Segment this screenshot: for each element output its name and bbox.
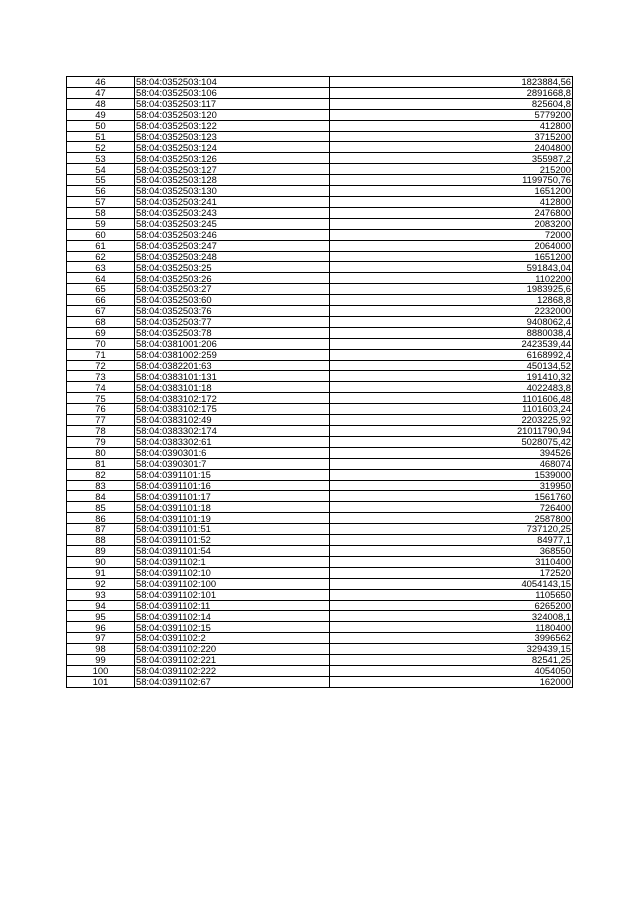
cadastral-number-cell: 58:04:0352503:122: [135, 120, 330, 131]
table-row: [67, 371, 573, 382]
cadastral-number-cell: 58:04:0391102:101: [135, 589, 330, 600]
row-number-cell: 87: [67, 524, 135, 535]
cadastral-number-cell: 58:04:0391102:100: [135, 578, 330, 589]
cadastral-value-cell: 825604,8: [330, 98, 573, 109]
row-number-cell: 54: [67, 164, 135, 175]
cadastral-value-cell: 2891668,8: [330, 87, 573, 98]
cadastral-value-cell: 82541,25: [330, 655, 573, 666]
table-row: [67, 513, 573, 524]
cadastral-number-cell: 58:04:0391101:51: [135, 524, 330, 535]
cadastral-value-cell: 2203225,92: [330, 415, 573, 426]
row-number-cell: 72: [67, 360, 135, 371]
cadastral-number-cell: 58:04:0352503:26: [135, 273, 330, 284]
cadastral-value-cell: 3110400: [330, 556, 573, 567]
cadastral-number-cell: 58:04:0390301:7: [135, 458, 330, 469]
cadastral-value-cell: 191410,32: [330, 371, 573, 382]
row-number-cell: 53: [67, 153, 135, 164]
cadastral-value-cell: 355987,2: [330, 153, 573, 164]
cadastral-value-cell: 9408062,4: [330, 316, 573, 327]
row-number-cell: 64: [67, 273, 135, 284]
table-row: [67, 164, 573, 175]
row-number-cell: 82: [67, 469, 135, 480]
cadastral-number-cell: 58:04:0391102:222: [135, 665, 330, 676]
row-number-cell: 101: [67, 676, 135, 687]
cadastral-number-cell: 58:04:0391101:52: [135, 535, 330, 546]
cadastral-value-cell: 1199750,76: [330, 175, 573, 186]
table-row: [67, 229, 573, 240]
row-number-cell: 55: [67, 175, 135, 186]
cadastral-value-cell: 2476800: [330, 207, 573, 218]
row-number-cell: 68: [67, 316, 135, 327]
cadastral-number-cell: 58:04:0352503:243: [135, 207, 330, 218]
table-row: [67, 382, 573, 393]
cadastral-value-cell: 324008,1: [330, 611, 573, 622]
row-number-cell: 52: [67, 142, 135, 153]
cadastral-number-cell: 58:04:0391101:16: [135, 480, 330, 491]
table-row: [67, 589, 573, 600]
row-number-cell: 86: [67, 513, 135, 524]
cadastral-value-table: [66, 76, 573, 688]
table-row: [67, 316, 573, 327]
cadastral-value-cell: 2232000: [330, 306, 573, 317]
cadastral-value-cell: 162000: [330, 676, 573, 687]
table-row: [67, 218, 573, 229]
table-row: [67, 491, 573, 502]
cadastral-number-cell: 58:04:0391102:221: [135, 655, 330, 666]
row-number-cell: 83: [67, 480, 135, 491]
cadastral-number-cell: 58:04:0391102:14: [135, 611, 330, 622]
cadastral-number-cell: 58:04:0391102:2: [135, 633, 330, 644]
table-row: [67, 77, 573, 88]
row-number-cell: 79: [67, 436, 135, 447]
cadastral-value-cell: 8880038,4: [330, 327, 573, 338]
table-row: [67, 545, 573, 556]
row-number-cell: 85: [67, 502, 135, 513]
cadastral-number-cell: 58:04:0390301:6: [135, 447, 330, 458]
cadastral-number-cell: 58:04:0383102:49: [135, 415, 330, 426]
cadastral-number-cell: 58:04:0352503:60: [135, 295, 330, 306]
row-number-cell: 94: [67, 600, 135, 611]
table-row: [67, 600, 573, 611]
row-number-cell: 73: [67, 371, 135, 382]
cadastral-value-cell: 2404800: [330, 142, 573, 153]
cadastral-number-cell: 58:04:0352503:248: [135, 251, 330, 262]
row-number-cell: 96: [67, 622, 135, 633]
table-row: [67, 458, 573, 469]
cadastral-number-cell: 58:04:0352503:27: [135, 284, 330, 295]
row-number-cell: 80: [67, 447, 135, 458]
row-number-cell: 48: [67, 98, 135, 109]
row-number-cell: 78: [67, 426, 135, 437]
table-row: [67, 284, 573, 295]
table-row: [67, 186, 573, 197]
cadastral-number-cell: 58:04:0352503:127: [135, 164, 330, 175]
row-number-cell: 98: [67, 644, 135, 655]
cadastral-number-cell: 58:04:0352503:106: [135, 87, 330, 98]
row-number-cell: 63: [67, 262, 135, 273]
row-number-cell: 71: [67, 349, 135, 360]
cadastral-number-cell: 58:04:0391101:18: [135, 502, 330, 513]
table-row: [67, 622, 573, 633]
cadastral-value-cell: 2423539,44: [330, 338, 573, 349]
cadastral-number-cell: 58:04:0391102:11: [135, 600, 330, 611]
table-row: [67, 655, 573, 666]
table-row: [67, 426, 573, 437]
row-number-cell: 77: [67, 415, 135, 426]
table-row: [67, 109, 573, 120]
table-row: [67, 567, 573, 578]
cadastral-number-cell: 58:04:0383302:61: [135, 436, 330, 447]
table-row: [67, 87, 573, 98]
cadastral-value-cell: 5028075,42: [330, 436, 573, 447]
cadastral-number-cell: 58:04:0352503:104: [135, 77, 330, 88]
cadastral-value-cell: 1180400: [330, 622, 573, 633]
table-row: [67, 327, 573, 338]
cadastral-value-cell: 1539000: [330, 469, 573, 480]
cadastral-number-cell: 58:04:0352503:117: [135, 98, 330, 109]
row-number-cell: 50: [67, 120, 135, 131]
row-number-cell: 59: [67, 218, 135, 229]
cadastral-value-cell: 726400: [330, 502, 573, 513]
cadastral-number-cell: 58:04:0381001:206: [135, 338, 330, 349]
cadastral-value-cell: 468074: [330, 458, 573, 469]
cadastral-number-cell: 58:04:0352503:246: [135, 229, 330, 240]
row-number-cell: 57: [67, 196, 135, 207]
table-row: [67, 360, 573, 371]
cadastral-value-cell: 1651200: [330, 251, 573, 262]
table-row: [67, 251, 573, 262]
cadastral-value-cell: 412800: [330, 196, 573, 207]
cadastral-value-cell: 1101606,48: [330, 393, 573, 404]
row-number-cell: 84: [67, 491, 135, 502]
cadastral-number-cell: 58:04:0352503:76: [135, 306, 330, 317]
table-row: [67, 306, 573, 317]
cadastral-number-cell: 58:04:0383102:175: [135, 404, 330, 415]
table-row: [67, 262, 573, 273]
cadastral-number-cell: 58:04:0381002:259: [135, 349, 330, 360]
table-row: [67, 665, 573, 676]
cadastral-number-cell: 58:04:0391101:15: [135, 469, 330, 480]
cadastral-number-cell: 58:04:0391101:17: [135, 491, 330, 502]
table-row: [67, 436, 573, 447]
cadastral-value-cell: 1561760: [330, 491, 573, 502]
cadastral-number-cell: 58:04:0391101:54: [135, 545, 330, 556]
cadastral-value-cell: 1823884,56: [330, 77, 573, 88]
table-row: [67, 535, 573, 546]
row-number-cell: 61: [67, 240, 135, 251]
cadastral-number-cell: 58:04:0352503:25: [135, 262, 330, 273]
cadastral-value-cell: 412800: [330, 120, 573, 131]
row-number-cell: 92: [67, 578, 135, 589]
cadastral-value-cell: 2587800: [330, 513, 573, 524]
table-row: [67, 349, 573, 360]
row-number-cell: 75: [67, 393, 135, 404]
cadastral-number-cell: 58:04:0383102:172: [135, 393, 330, 404]
cadastral-value-cell: 84977,1: [330, 535, 573, 546]
table-row: [67, 556, 573, 567]
row-number-cell: 62: [67, 251, 135, 262]
cadastral-value-cell: 1983925,6: [330, 284, 573, 295]
cadastral-value-cell: 215200: [330, 164, 573, 175]
table-row: [67, 644, 573, 655]
cadastral-number-cell: 58:04:0352503:130: [135, 186, 330, 197]
cadastral-value-cell: 3996562: [330, 633, 573, 644]
cadastral-value-cell: 72000: [330, 229, 573, 240]
table-body: [67, 77, 573, 688]
cadastral-number-cell: 58:04:0352503:124: [135, 142, 330, 153]
table-row: [67, 578, 573, 589]
cadastral-value-cell: 319950: [330, 480, 573, 491]
row-number-cell: 91: [67, 567, 135, 578]
row-number-cell: 51: [67, 131, 135, 142]
table-row: [67, 502, 573, 513]
row-number-cell: 56: [67, 186, 135, 197]
cadastral-number-cell: 58:04:0383101:18: [135, 382, 330, 393]
table-row: [67, 338, 573, 349]
cadastral-number-cell: 58:04:0352503:123: [135, 131, 330, 142]
cadastral-number-cell: 58:04:0352503:245: [135, 218, 330, 229]
table-row: [67, 393, 573, 404]
table-row: [67, 295, 573, 306]
cadastral-value-cell: 1101603,24: [330, 404, 573, 415]
cadastral-value-cell: 1102200: [330, 273, 573, 284]
table-row: [67, 480, 573, 491]
cadastral-number-cell: 58:04:0391102:1: [135, 556, 330, 567]
cadastral-value-cell: 4022483,8: [330, 382, 573, 393]
cadastral-number-cell: 58:04:0352503:128: [135, 175, 330, 186]
table-row: [67, 98, 573, 109]
cadastral-value-cell: 450134,52: [330, 360, 573, 371]
cadastral-value-cell: 4054143,15: [330, 578, 573, 589]
cadastral-value-cell: 3715200: [330, 131, 573, 142]
cadastral-value-cell: 5779200: [330, 109, 573, 120]
row-number-cell: 66: [67, 295, 135, 306]
row-number-cell: 47: [67, 87, 135, 98]
cadastral-number-cell: 58:04:0383302:174: [135, 426, 330, 437]
table-row: [67, 469, 573, 480]
cadastral-value-cell: 21011790,94: [330, 426, 573, 437]
table-row: [67, 131, 573, 142]
cadastral-number-cell: 58:04:0382201:63: [135, 360, 330, 371]
row-number-cell: 67: [67, 306, 135, 317]
table-row: [67, 153, 573, 164]
cadastral-number-cell: 58:04:0352503:126: [135, 153, 330, 164]
table-row: [67, 676, 573, 687]
row-number-cell: 90: [67, 556, 135, 567]
table-row: [67, 120, 573, 131]
cadastral-value-cell: 1651200: [330, 186, 573, 197]
row-number-cell: 49: [67, 109, 135, 120]
row-number-cell: 95: [67, 611, 135, 622]
row-number-cell: 89: [67, 545, 135, 556]
cadastral-number-cell: 58:04:0352503:77: [135, 316, 330, 327]
table-row: [67, 273, 573, 284]
table-row: [67, 207, 573, 218]
table-row: [67, 524, 573, 535]
cadastral-value-cell: 368550: [330, 545, 573, 556]
table-row: [67, 633, 573, 644]
row-number-cell: 69: [67, 327, 135, 338]
table-row: [67, 415, 573, 426]
cadastral-value-cell: 737120,25: [330, 524, 573, 535]
row-number-cell: 58: [67, 207, 135, 218]
cadastral-value-cell: 591843,04: [330, 262, 573, 273]
row-number-cell: 74: [67, 382, 135, 393]
row-number-cell: 65: [67, 284, 135, 295]
cadastral-number-cell: 58:04:0352503:120: [135, 109, 330, 120]
row-number-cell: 70: [67, 338, 135, 349]
table-row: [67, 196, 573, 207]
table-row: [67, 175, 573, 186]
row-number-cell: 99: [67, 655, 135, 666]
row-number-cell: 46: [67, 77, 135, 88]
cadastral-number-cell: 58:04:0352503:78: [135, 327, 330, 338]
cadastral-value-cell: 6168992,4: [330, 349, 573, 360]
cadastral-number-cell: 58:04:0391101:19: [135, 513, 330, 524]
cadastral-number-cell: 58:04:0352503:247: [135, 240, 330, 251]
cadastral-value-cell: 1105650: [330, 589, 573, 600]
cadastral-value-cell: 12868,8: [330, 295, 573, 306]
cadastral-value-cell: 172520: [330, 567, 573, 578]
cadastral-value-cell: 2064000: [330, 240, 573, 251]
row-number-cell: 81: [67, 458, 135, 469]
cadastral-value-cell: 4054050: [330, 665, 573, 676]
row-number-cell: 60: [67, 229, 135, 240]
table-row: [67, 240, 573, 251]
row-number-cell: 88: [67, 535, 135, 546]
cadastral-number-cell: 58:04:0383101:131: [135, 371, 330, 382]
table-row: [67, 447, 573, 458]
cadastral-value-cell: 2083200: [330, 218, 573, 229]
row-number-cell: 93: [67, 589, 135, 600]
table-row: [67, 142, 573, 153]
table-row: [67, 611, 573, 622]
cadastral-value-cell: 329439,15: [330, 644, 573, 655]
cadastral-number-cell: 58:04:0391102:10: [135, 567, 330, 578]
row-number-cell: 100: [67, 665, 135, 676]
cadastral-value-cell: 394526: [330, 447, 573, 458]
row-number-cell: 97: [67, 633, 135, 644]
table-row: [67, 404, 573, 415]
cadastral-number-cell: 58:04:0391102:15: [135, 622, 330, 633]
row-number-cell: 76: [67, 404, 135, 415]
cadastral-value-cell: 6265200: [330, 600, 573, 611]
cadastral-number-cell: 58:04:0391102:220: [135, 644, 330, 655]
cadastral-number-cell: 58:04:0352503:241: [135, 196, 330, 207]
cadastral-number-cell: 58:04:0391102:67: [135, 676, 330, 687]
